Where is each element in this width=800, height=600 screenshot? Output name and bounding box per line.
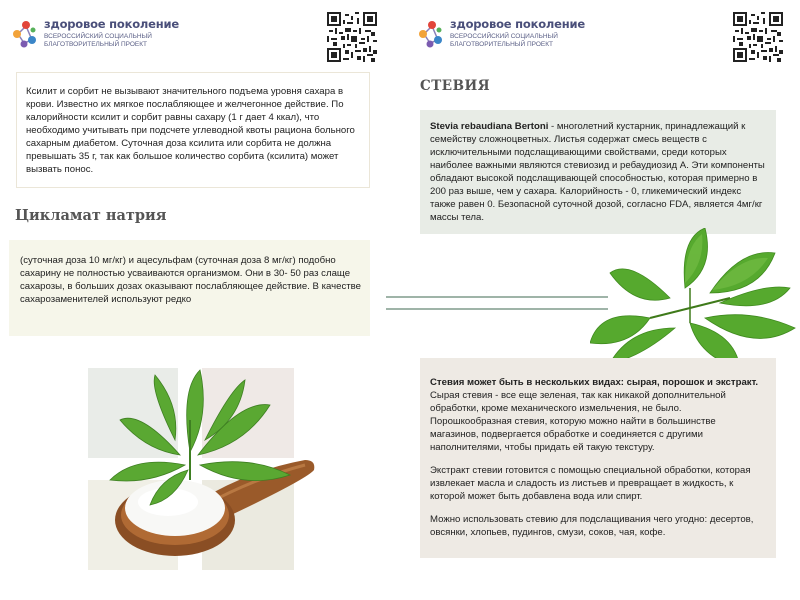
stevia-leaves-illustration: [590, 228, 800, 368]
logo-name: здоровое поколение: [44, 17, 179, 31]
logo-molecule-icon: [12, 18, 38, 48]
stevia-heading: СТЕВИЯ: [420, 78, 491, 94]
logo: [12, 18, 179, 49]
cyclamate-heading: Цикламат натрия: [15, 207, 167, 224]
stevia-powder-spoon-illustration: [80, 360, 320, 570]
stevia-forms-paragraph-1: [430, 376, 766, 454]
stevia-description-box: [420, 110, 776, 234]
stevia-forms-paragraph-3: Можно использовать стевию для подслащивания чего угодно: десертов, овсянки, хлопьев, пудингов, смузи, соков, чая, кофе.: [430, 514, 754, 538]
stevia-latin-name: Stevia rebaudiana Bertoni: [430, 121, 549, 132]
logo-subtitle-2: БЛАГОТВОРИТЕЛЬНЫЙ ПРОЕКТ: [44, 41, 148, 48]
logo: [418, 18, 585, 49]
stevia-forms-text-1: Сырая стевия - все еще зеленая, так как никакой дополнительной обработки, кроме механического измельчения, не было. Порошкообразная стевия, которую можно найти в большинстве магазинов, подвергается обработке и соединяется с другими наполнителями, чтобы придать ей такую текстуру.: [430, 390, 726, 453]
stevia-forms-box: [420, 358, 776, 558]
logo-name: здоровое поколение: [450, 17, 585, 31]
cyclamate-text: (суточная доза 10 мг/кг) и ацесульфам (суточная доза 8 мг/кг) подобно сахарину не полностью усваиваются организмом. Они в 30- 50 раз слаще сахарозы, в больших дозах оказывают послабляющее действие. В качестве сахарозаменителей используют редко: [20, 255, 361, 305]
qr-code-icon[interactable]: [327, 12, 377, 62]
qr-code-icon[interactable]: [733, 12, 783, 62]
stevia-forms-lead: Стевия может быть в нескольких видах: сырая, порошок и экстракт.: [430, 377, 759, 388]
logo-molecule-icon: [418, 18, 444, 48]
logo-subtitle-1: ВСЕРОССИЙСКИЙ СОЦИАЛЬНЫЙ: [450, 33, 558, 40]
xylitol-sorbitol-text-box: [16, 72, 370, 188]
xylitol-sorbitol-text: Ксилит и сорбит не вызывают значительного подъема уровня сахара в крови. Известно их мягкое послабляющее и желчегонное действие. По калорийности ксилит и сорбит равны сахару (1 г дает 4 ккал), что необходимо учитывать при подсчете углеводной квоты рациона больного сахарным диабетом. Суточная доза ксилита или сорбита не должна превышать 35 г, так как большое количество сорбита (ксилита) может вызвать понос.: [26, 86, 355, 175]
cyclamate-text-box: [9, 240, 370, 336]
stevia-description: [430, 120, 766, 224]
logo-subtitle-2: БЛАГОТВОРИТЕЛЬНЫЙ ПРОЕКТ: [450, 41, 554, 48]
stevia-forms-paragraph-2: Экстракт стевии готовится с помощью специальной обработки, которая извлекает масла и сладость из листьев и превращает в жидкость, к которой может быть добавлена вода или спирт.: [430, 465, 751, 502]
stevia-description-text: - многолетний кустарник, принадлежащий к семейству сложноцветных. Листья содержат смесь веществ с исключительными подслащивающими свойствами, среди которых наиболее важными являются стевиозид и ребаудиозид А. Эти компоненты обладают высокой подслащивающей способностью, которая примерно в 200 раз выше, чем у сахара. Калорийность - 0, гликемический индекс также равен 0. Безопасной суточной дозой, согласно FDA, является 4мг/кг массы тела.: [430, 121, 765, 223]
logo-subtitle-1: ВСЕРОССИЙСКИЙ СОЦИАЛЬНЫЙ: [44, 33, 152, 40]
